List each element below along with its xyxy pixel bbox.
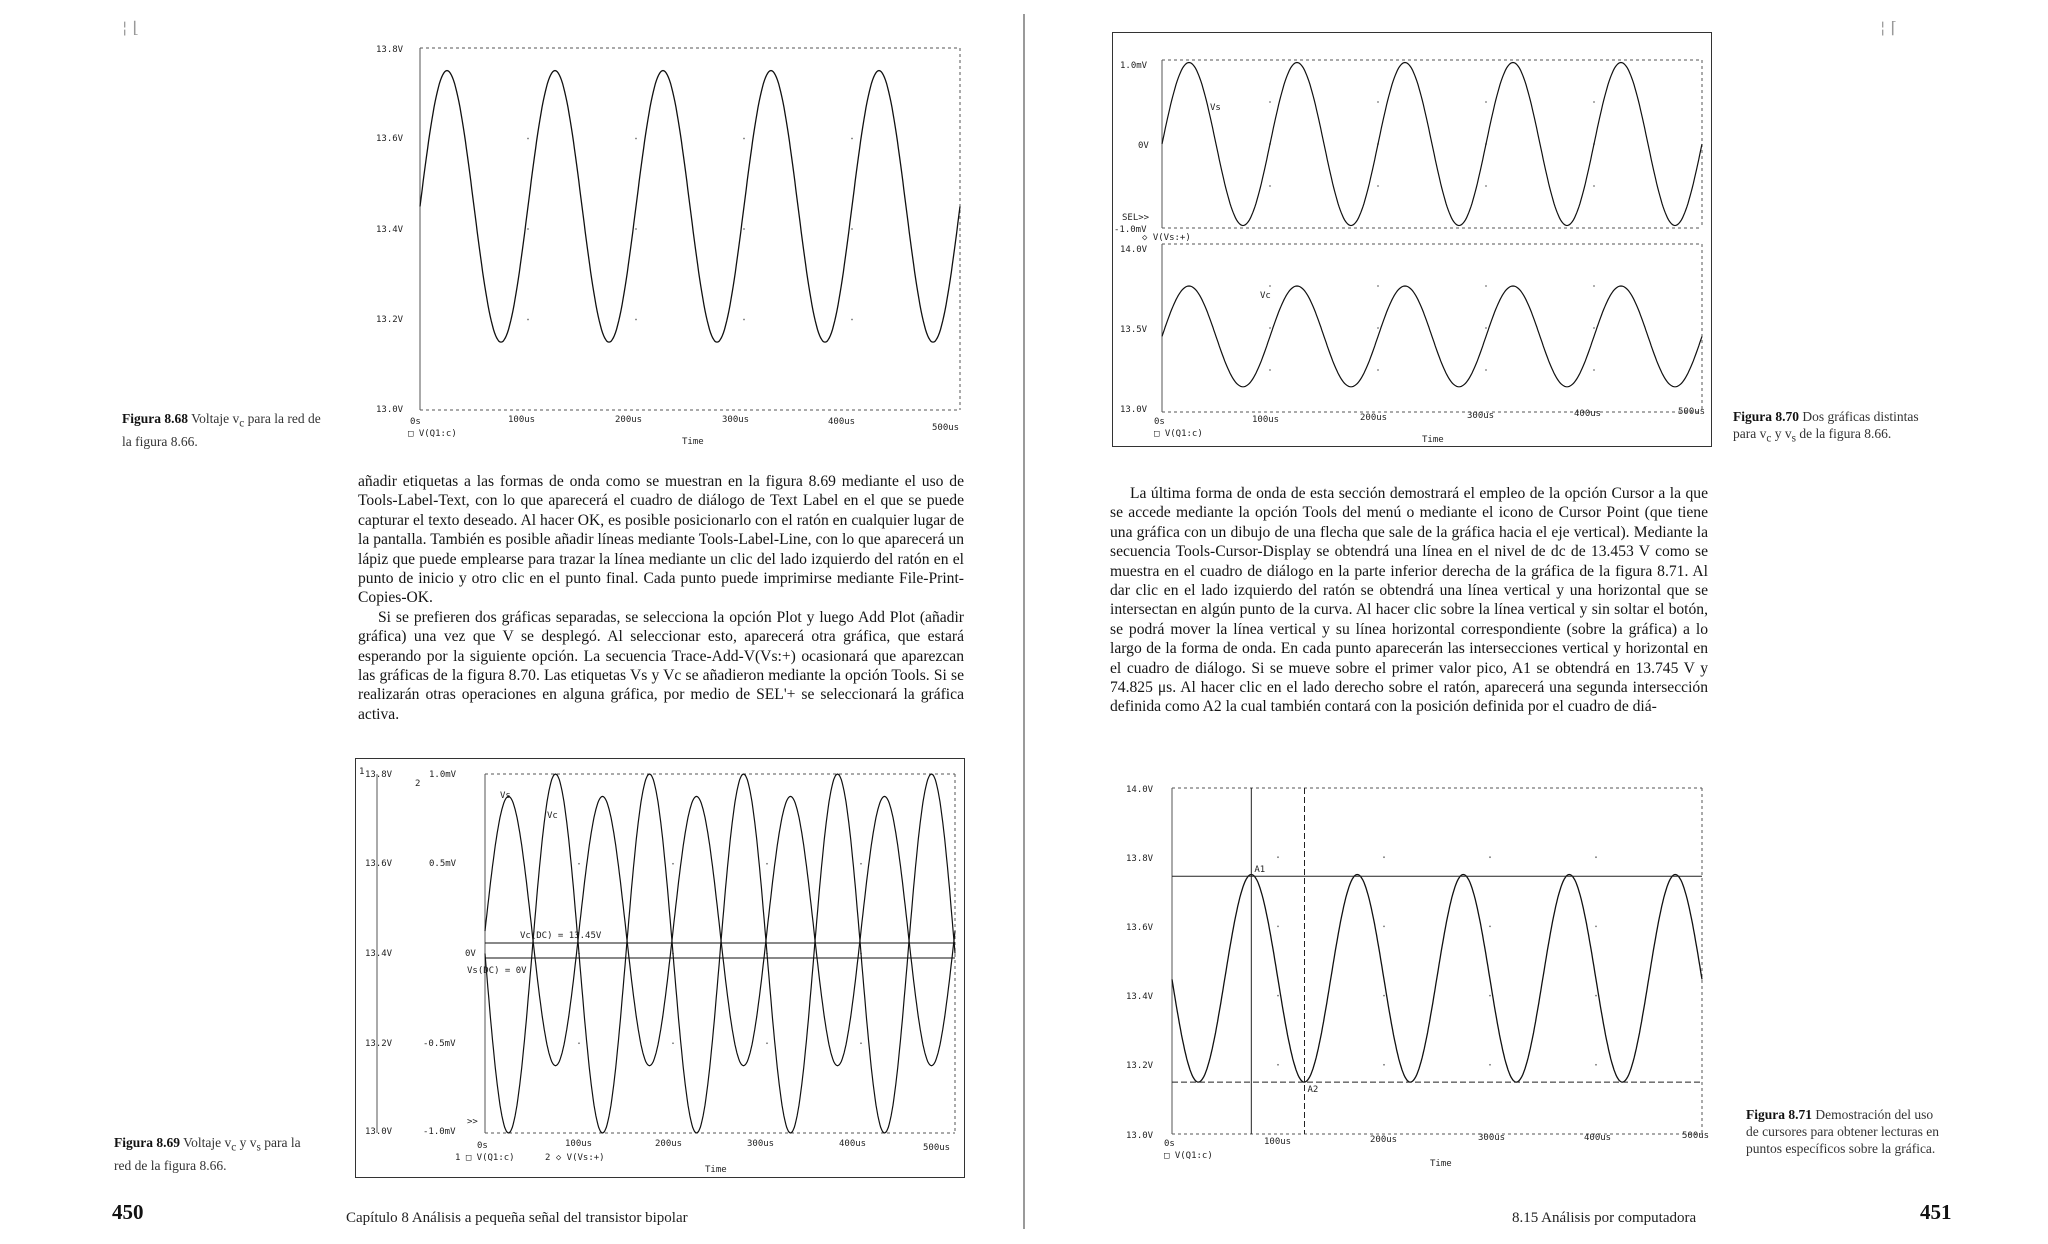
fig869-xtick: 0s <box>477 1141 488 1151</box>
fig870-bottom-ytick: 13.0V <box>1120 405 1148 415</box>
fig870-xtick: 100us <box>1252 415 1280 425</box>
grid-dot <box>743 138 745 140</box>
grid-dot <box>1277 995 1279 997</box>
grid-dot <box>1383 1064 1385 1066</box>
grid-dot <box>1593 185 1595 187</box>
fig869-xtick: 400us <box>839 1139 867 1149</box>
grid-dot <box>1489 995 1491 997</box>
fig869-outer-frame <box>356 759 965 1178</box>
fig869-label-vcdc: Vc(DC) = 13.45V <box>520 931 602 941</box>
fig871-legend: □ V(Q1:c) <box>1164 1151 1213 1161</box>
grid-dot <box>1485 369 1487 371</box>
fig870-vs-waveform <box>1162 63 1702 226</box>
running-head-right: 8.15 Análisis por computadora <box>1512 1210 1697 1226</box>
fig868-xtick: 0s <box>410 417 421 427</box>
fig871-xtick: 300us <box>1478 1133 1506 1143</box>
fig870-top-ytick: -1.0mV <box>1114 225 1147 235</box>
grid-dot <box>1383 856 1385 858</box>
caption-text: y v <box>236 1135 257 1150</box>
grid-dot <box>1277 1064 1279 1066</box>
fig871-ytick: 13.2V <box>1126 1061 1154 1071</box>
caption-text-rest: para la red de la figura 8.66. <box>114 1135 301 1173</box>
fig870-xtick: 400us <box>1574 409 1602 419</box>
fig869-y1tick: 13.6V <box>365 859 393 869</box>
fig870-top-ytick: 0V <box>1138 141 1149 151</box>
fig868-frame <box>420 48 960 410</box>
grid-dot <box>527 319 529 321</box>
fig868-legend: □ V(Q1:c) <box>408 429 457 439</box>
fig869-label-vc: Vc <box>547 811 558 821</box>
fig868-grid <box>527 138 853 321</box>
fig871-ytick: 14.0V <box>1126 785 1154 795</box>
figure-871-caption <box>1746 1106 1942 1157</box>
fig870-top-legend: ◇ V(Vs:+) <box>1142 233 1191 243</box>
grid-dot <box>635 138 637 140</box>
right-body-text <box>1110 484 1708 717</box>
grid-dot <box>1269 327 1271 329</box>
fig871-ytick: 13.8V <box>1126 854 1154 864</box>
grid-dot <box>1489 926 1491 928</box>
fig871-xtick: 200us <box>1370 1135 1398 1145</box>
grid-dot <box>1277 926 1279 928</box>
fig869-y2tick: 0V <box>465 949 476 959</box>
figure-868-caption <box>122 410 322 450</box>
fig869-xtick: 500us <box>923 1143 951 1153</box>
fig869-y1tick: 13.8V <box>365 770 393 780</box>
fig868-xtick: 400us <box>828 417 856 427</box>
fig870-legend: □ V(Q1:c) <box>1154 429 1203 439</box>
fig868-waveform <box>420 71 960 343</box>
grid-dot <box>1595 856 1597 858</box>
grid-dot <box>672 1042 674 1044</box>
fig869-y2tick: -1.0mV <box>423 1127 456 1137</box>
fig871-xtick: 400us <box>1584 1133 1612 1143</box>
fig869-y2tick: 1.0mV <box>429 770 457 780</box>
caption-sub: c <box>239 417 245 430</box>
grid-dot <box>766 863 768 865</box>
grid-dot <box>578 863 580 865</box>
fig869-y1tick: 13.4V <box>365 949 393 959</box>
fig868-ytick: 13.2V <box>376 315 404 325</box>
fig869-vs-waveform <box>485 774 955 1133</box>
fig868-ytick: 13.0V <box>376 405 404 415</box>
grid-dot <box>635 228 637 230</box>
grid-dot <box>1485 101 1487 103</box>
figure-868-plot <box>370 28 970 448</box>
grid-dot <box>1593 369 1595 371</box>
grid-dot <box>743 319 745 321</box>
grid-dot <box>1269 185 1271 187</box>
grid-dot <box>1377 327 1379 329</box>
grid-dot <box>743 228 745 230</box>
grid-dot <box>578 1042 580 1044</box>
fig869-label-vsdc: Vs(DC) = 0V <box>467 966 527 976</box>
fig868-ytick: 13.6V <box>376 134 404 144</box>
fig869-label-vs: Vs <box>500 791 511 801</box>
grid-dot <box>1485 327 1487 329</box>
fig871-grid <box>1277 856 1597 1065</box>
fig869-xtick: 300us <box>747 1139 775 1149</box>
grid-dot <box>1269 101 1271 103</box>
grid-dot <box>1383 926 1385 928</box>
left-body-text <box>358 472 964 724</box>
fig868-ytick: 13.8V <box>376 45 404 55</box>
caption-text: y v <box>1771 426 1792 441</box>
fig869-legend1: 1 □ V(Q1:c) <box>455 1153 515 1163</box>
grid-dot <box>527 138 529 140</box>
figure-871-plot <box>1112 774 1712 1174</box>
fig870-outer-frame <box>1113 33 1712 447</box>
fig870-sel: SEL>> <box>1122 213 1150 223</box>
grid-dot <box>1277 856 1279 858</box>
grid-dot <box>1377 369 1379 371</box>
grid-dot <box>527 228 529 230</box>
fig870-bottom-ytick: 14.0V <box>1120 245 1148 255</box>
fig869-axis2-label: 2 <box>415 779 421 789</box>
page-number-right: 451 <box>1920 1200 1952 1224</box>
fig871-x-title: Time <box>1430 1159 1452 1169</box>
page-number-left: 450 <box>112 1200 144 1224</box>
fig869-xtick: 100us <box>565 1139 593 1149</box>
fig869-legend2: 2 ◇ V(Vs:+) <box>545 1153 605 1163</box>
fig869-axis1-label: 1 <box>359 767 365 777</box>
corner-mark-left: ¦ ⌊ <box>122 18 139 37</box>
fig871-xtick: 500us <box>1682 1131 1710 1141</box>
fig871-ytick: 13.4V <box>1126 992 1154 1002</box>
grid-dot <box>1377 285 1379 287</box>
figure-870-caption <box>1733 408 1933 448</box>
grid-dot <box>1489 1064 1491 1066</box>
grid-dot <box>851 138 853 140</box>
fig868-xtick: 500us <box>932 423 960 433</box>
grid-dot <box>860 1042 862 1044</box>
fig870-xtick: 0s <box>1154 417 1165 427</box>
grid-dot <box>860 863 862 865</box>
grid-dot <box>766 1042 768 1044</box>
grid-dot <box>1377 185 1379 187</box>
caption-text: Dos gráficas distintas para v <box>1733 409 1919 441</box>
fig871-xtick: 100us <box>1264 1137 1292 1147</box>
page-gutter <box>1023 14 1025 1229</box>
grid-dot <box>635 319 637 321</box>
caption-sub: c <box>231 1141 237 1154</box>
grid-dot <box>1489 856 1491 858</box>
fig871-ytick: 13.6V <box>1126 923 1154 933</box>
fig868-xtick: 200us <box>615 415 643 425</box>
fig870-x-title: Time <box>1422 435 1444 445</box>
figure-869-plot <box>355 758 965 1178</box>
grid-dot <box>851 319 853 321</box>
fig868-xtick: 100us <box>508 415 536 425</box>
grid-dot <box>1383 995 1385 997</box>
caption-label: Figura 8.68 <box>122 411 188 426</box>
grid-dot <box>1595 995 1597 997</box>
grid-dot <box>1485 285 1487 287</box>
caption-label: Figura 8.69 <box>114 1135 180 1150</box>
fig870-frame <box>1162 60 1702 412</box>
figure-869-caption <box>114 1134 314 1174</box>
fig869-sel-marker: >> <box>467 1117 478 1127</box>
grid-dot <box>1593 101 1595 103</box>
paragraph: La última forma de onda de esta sección demostrará el empleo de la opción Cursor a la que se accede mediante la opción Tools del menú o mediante el icono de Cursor Point (que tiene una gráfica con un dibujo de una flecha que sale de la gráfica hacia el eje vertical). Mediante la secuencia Tools-Cursor-Display se obtendrá una línea en el nivel de dc de 13.453 V como se muestra en el cuadro de diálogo en la parte inferior derecha de la gráfica de la figura 8.71. Al dar clic en el lado izquierdo del ratón se obtendrá una línea vertical y una horizontal que se intersectan en algún punto de la curva. Al hacer clic sobre la línea vertical y sin soltar el botón, se podrá mover la línea vertical y su línea horizontal correspondiente (sobre la gráfica) a lo largo de la forma de onda. En cada punto aparecerán las intersecciones vertical y horizontal en el cuadro de diálogo. Si se mueve sobre el primer valor pico, A1 se obtendrá en 13.745 V y 74.825 μs. Al hacer clic en el lado derecho sobre el ratón, aparecerá una segunda intersección definida como A2 la cual también contará con la posición definida por el cuadro de diá- <box>1110 485 1708 716</box>
caption-label: Figura 8.71 <box>1746 1107 1812 1122</box>
figure-870-plot <box>1112 32 1712 447</box>
cursor-a1-label: A1 <box>1254 865 1266 876</box>
paragraph: Si se prefieren dos gráficas separadas, se selecciona la opción Plot y luego Add Plot (añadir gráfica) una vez que V se desplegó. Al seleccionar esto, aparecerá otra gráfica, que estará esperando por la siguiente opción. La secuencia Trace-Add-V(Vs:+) ocasionará que aparezcan las gráficas de la figura 8.70. Las etiquetas Vs y Vc se añadieron mediante la opción Tools. Si se realizarán otras operaciones en alguna gráfica, por medio de SEL'+ se seleccionará la gráfica activa. <box>358 608 964 723</box>
grid-dot <box>1269 285 1271 287</box>
fig868-x-title: Time <box>682 437 704 447</box>
grid-dot <box>1593 285 1595 287</box>
caption-text: Voltaje v <box>191 411 240 426</box>
fig870-label-vs: Vs <box>1210 103 1221 113</box>
fig868-ytick: 13.4V <box>376 225 404 235</box>
grid-dot <box>672 863 674 865</box>
fig869-x-title: Time <box>705 1165 727 1175</box>
fig871-ytick: 13.0V <box>1126 1131 1154 1141</box>
fig871-cursors <box>1172 788 1702 1134</box>
fig870-vc-waveform <box>1162 286 1702 387</box>
caption-sub: s <box>256 1141 261 1154</box>
fig870-bottom-ytick: 13.5V <box>1120 325 1148 335</box>
caption-text-rest: para la red de la figura 8.66. <box>122 411 321 449</box>
caption-sub: s <box>1791 432 1796 445</box>
fig870-xtick: 500us <box>1678 407 1706 417</box>
fig869-y1tick: 13.2V <box>365 1039 393 1049</box>
grid-dot <box>1595 926 1597 928</box>
fig870-label-vc: Vc <box>1260 291 1271 301</box>
fig869-xtick: 200us <box>655 1139 683 1149</box>
grid-dot <box>1269 369 1271 371</box>
grid-dot <box>851 228 853 230</box>
fig869-y2tick: 0.5mV <box>429 859 457 869</box>
fig869-y1tick: 13.0V <box>365 1127 393 1137</box>
cursor-a2-label: A2 <box>1307 1085 1319 1096</box>
caption-text: Demostración del uso de cursores para obtener lecturas en puntos específicos sobre la gráfica. <box>1746 1107 1940 1156</box>
fig870-xtick: 300us <box>1467 411 1495 421</box>
caption-sub: c <box>1766 432 1772 445</box>
caption-text-rest: de la figura 8.66. <box>1796 426 1892 441</box>
fig871-xtick: 0s <box>1164 1139 1175 1149</box>
fig869-y2tick: -0.5mV <box>423 1039 456 1049</box>
grid-dot <box>1485 185 1487 187</box>
caption-text: Voltaje v <box>183 1135 232 1150</box>
corner-mark-right: ¦ ⌈ <box>1880 18 1897 37</box>
caption-label: Figura 8.70 <box>1733 409 1799 424</box>
running-head-left: Capítulo 8 Análisis a pequeña señal del transistor bipolar <box>346 1210 688 1226</box>
grid-dot <box>1595 1064 1597 1066</box>
fig868-xtick: 300us <box>722 415 750 425</box>
grid-dot <box>1377 101 1379 103</box>
fig870-xtick: 200us <box>1360 413 1388 423</box>
paragraph: añadir etiquetas a las formas de onda como se muestran en la figura 8.69 mediante el uso de Tools-Label-Text, con lo que aparecerá el cuadro de diálogo de Text Label en el que se puede capturar el texto deseado. Al hacer OK, es posible posicionarlo con el ratón en cualquier lugar de la pantalla. También es posible añadir líneas mediante Tools-Label-Line, con lo que aparecerá un lápiz que puede emplearse para trazar la línea mediante un clic del lado izquierdo del ratón en el punto de inicio y otro clic en el punto final. Cada punto puede imprimirse mediante File-Print-Copies-OK. <box>358 473 964 607</box>
grid-dot <box>1593 327 1595 329</box>
fig869-frame <box>377 774 955 1133</box>
fig870-top-ytick: 1.0mV <box>1120 61 1148 71</box>
